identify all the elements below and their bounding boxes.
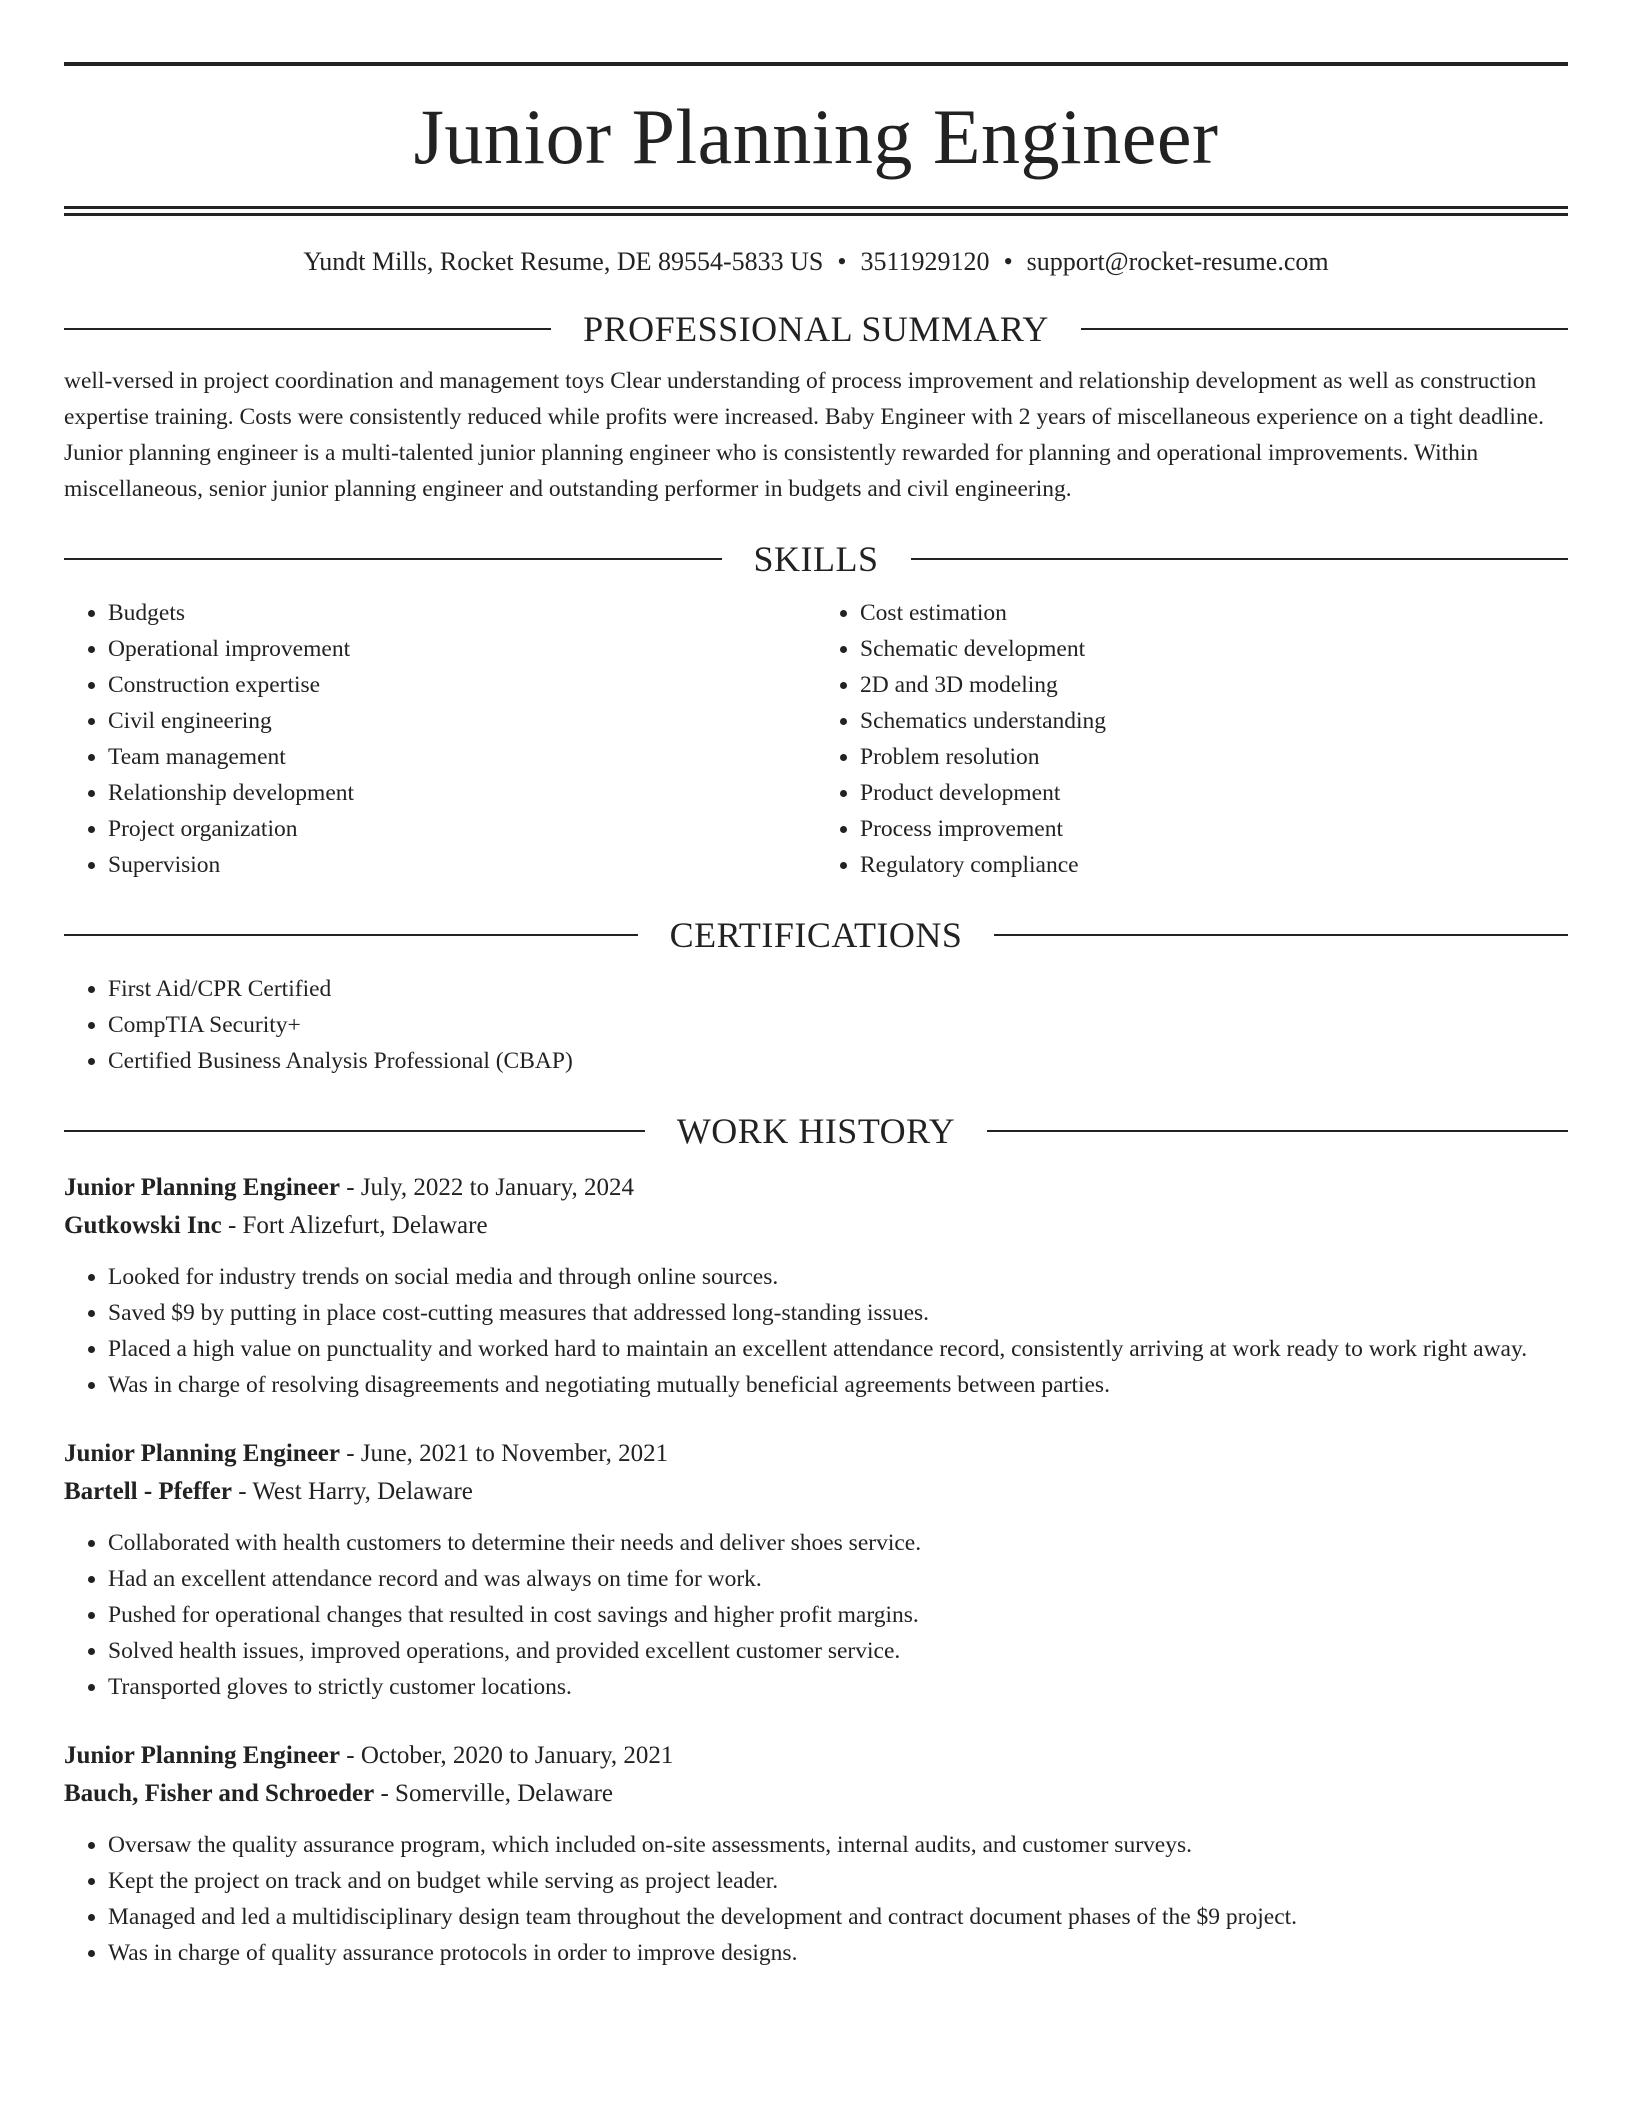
skills-column-right [816,595,1568,883]
job-location: Somerville, Delaware [395,1780,614,1808]
summary-heading: PROFESSIONAL SUMMARY [583,309,1049,350]
job-dates: October, 2020 to January, 2021 [360,1742,674,1770]
job-entry [64,1435,1568,1705]
job-bullet: • Pushed for operational changes that resulted in cost savings and higher profit margins. [108,1597,1568,1633]
skill-item: • Relationship development [108,775,816,811]
job-dates: July, 2022 to January, 2024 [360,1174,634,1202]
certification-item: • Certified Business Analysis Professional (CBAP) [108,1043,1568,1079]
job-company: Bartell - Pfeffer [64,1478,232,1506]
certification-item: • CompTIA Security+ [108,1007,1568,1043]
contact-phone: 3511929120 [860,247,990,276]
skill-item: • Budgets [108,595,816,631]
certification-item: • First Aid/CPR Certified [108,971,1568,1007]
skills-list [64,595,1568,883]
skill-item: • Team management [108,739,816,775]
job-entry [64,1737,1568,1971]
job-bullet: • Transported gloves to strictly customer locations. [108,1669,1568,1705]
job-location: West Harry, Delaware [252,1478,473,1506]
job-bullets [64,1259,1568,1403]
job-bullet: • Collaborated with health customers to determine their needs and deliver shoes service. [108,1525,1568,1561]
skill-item: • Project organization [108,811,816,847]
contact-address: Yundt Mills, Rocket Resume, DE 89554-5833 US [303,247,824,276]
job-bullet: • Managed and led a multidisciplinary design team throughout the development and contract document phases of the $9 project. [108,1899,1568,1935]
heading-rule [64,558,722,560]
skill-item: • Supervision [108,847,816,883]
job-bullet: • Was in charge of resolving disagreements and negotiating mutually beneficial agreements between parties. [108,1367,1568,1403]
contact-line [64,246,1568,277]
skills-section-heading [64,539,1568,580]
work-heading: WORK HISTORY [676,1111,956,1152]
job-title: Junior Planning Engineer [64,1440,340,1468]
job-title-line: Junior Planning Engineer - June, 2021 to November, 2021 [64,1440,669,1468]
skill-item: • Operational improvement [108,631,816,667]
job-title: Junior Planning Engineer [64,1174,340,1202]
heading-rule [64,934,638,936]
job-location: Fort Alizefurt, Delaware [242,1212,488,1240]
heading-rule [64,328,551,330]
skill-item: • Regulatory compliance [860,847,1568,883]
job-bullet: • Placed a high value on punctuality and worked hard to maintain an excellent attendance record, consistently arriving at work ready to work right away. [108,1331,1568,1367]
skill-item: • Schematic development [860,631,1568,667]
summary-text: well-versed in project coordination and management toys Clear understanding of process improvement and relationship development as well as construction expertise training. Costs were consistently reduced while profits were increased. Baby Engineer with 2 years of miscellaneous experience on a tight deadline. Junior planning engineer is a multi-talented junior planning engineer who is consistently rewarded for planning and operational improvements. Within miscellaneous, senior junior planning engineer and outstanding performer in budgets and civil engineering. [64,368,1545,503]
skill-item: • Cost estimation [860,595,1568,631]
job-bullet: • Solved health issues, improved operations, and provided excellent customer service. [108,1633,1568,1669]
job-company: Bauch, Fisher and Schroeder [64,1780,375,1808]
skill-item: • Construction expertise [108,667,816,703]
double-rule [64,206,1568,216]
work-section-heading [64,1111,1568,1152]
summary-section-heading [64,309,1568,350]
skills-heading: SKILLS [753,539,879,580]
certifications-list [64,971,1568,1079]
skill-item: • Civil engineering [108,703,816,739]
job-bullet: • Was in charge of quality assurance protocols in order to improve designs. [108,1935,1568,1971]
skill-item: • Process improvement [860,811,1568,847]
job-dates: June, 2021 to November, 2021 [360,1440,669,1468]
job-company-line: Bartell - Pfeffer - West Harry, Delaware [64,1478,473,1506]
heading-rule [1081,328,1568,330]
skill-item: • Schematics understanding [860,703,1568,739]
heading-rule [987,1130,1568,1132]
skill-item: • Problem resolution [860,739,1568,775]
job-title-line: Junior Planning Engineer - July, 2022 to January, 2024 [64,1174,634,1202]
job-bullet: • Kept the project on track and on budget while serving as project leader. [108,1863,1568,1899]
contact-email[interactable]: support@rocket-resume.com [1026,247,1329,276]
skill-item: • Product development [860,775,1568,811]
job-title-line: Junior Planning Engineer - October, 2020 to January, 2021 [64,1742,674,1770]
skill-item: • 2D and 3D modeling [860,667,1568,703]
heading-rule [911,558,1569,560]
job-company-line: Bauch, Fisher and Schroeder - Somerville, Delaware [64,1780,614,1808]
contact-separator: • [1003,247,1013,276]
job-bullet: • Oversaw the quality assurance program, which included on-site assessments, internal audits, and customer surveys. [108,1827,1568,1863]
certifications-section-heading [64,915,1568,956]
certifications-heading: CERTIFICATIONS [669,915,963,956]
skills-column-left [64,595,816,883]
job-company-line: Gutkowski Inc - Fort Alizefurt, Delaware [64,1212,488,1240]
contact-separator: • [837,247,847,276]
heading-rule [994,934,1568,936]
job-bullets [64,1525,1568,1705]
job-title: Junior Planning Engineer [64,1742,340,1770]
job-bullet: • Looked for industry trends on social media and through online sources. [108,1259,1568,1295]
job-bullets [64,1827,1568,1971]
job-bullet: • Saved $9 by putting in place cost-cutting measures that addressed long-standing issues. [108,1295,1568,1331]
job-company: Gutkowski Inc [64,1212,222,1240]
top-rule [64,62,1568,66]
job-bullet: • Had an excellent attendance record and was always on time for work. [108,1561,1568,1597]
resume-title: Junior Planning Engineer [413,93,1219,180]
job-entry [64,1169,1568,1403]
heading-rule [64,1130,645,1132]
